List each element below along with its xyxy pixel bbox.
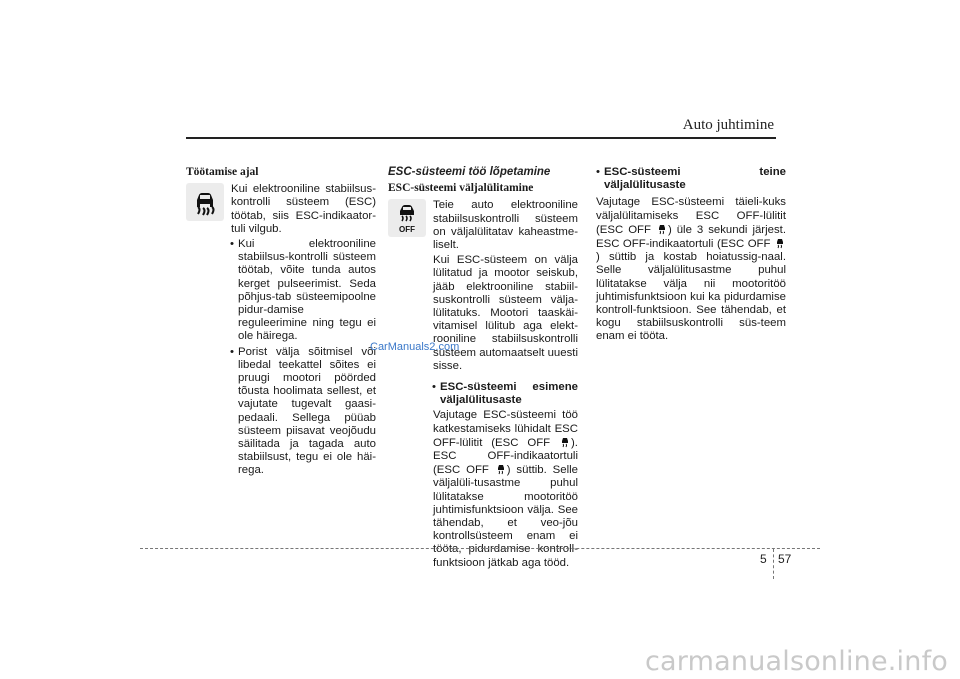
esc-off-icon [388, 199, 426, 237]
bullet-mud-driving: • Porist välja sõitmisel või libedal teekattel sõites ei pruugi mootori pöörded tõusta hoolimata sellest, et vajutate tugevalt gaasi-pedaali. Sellega püüab süsteem piisavat veojõudu säilitada ja tagada auto stabiilsust, tegu ei ole häi-rega. [186, 346, 376, 478]
section-title-esc-off: ESC-süsteemi töö lõpetamine [388, 166, 551, 178]
esc-off-inline-icon [657, 223, 667, 235]
second-stage-heading: ESC-süsteemi teine väljalülitusaste [604, 166, 786, 192]
bullet-first-stage [388, 381, 578, 407]
esc-off-inline-icon [775, 237, 785, 249]
first-stage-text-3: ) süttib. Selle väljalüli-tusastme puhul lülitatakse mootoritöö juhtimisfunktsioon välja. See tähendab, et veo-jõu kontrollsüsteem enam ei tööta, pidurdamise kontroll-funktsioon jätkab aga tööd. [433, 464, 579, 569]
second-stage-text [596, 196, 786, 343]
chapter-title: Auto juhtimine [682, 117, 774, 133]
first-stage-heading: ESC-süsteemi esimene väljalülitusaste [440, 381, 578, 407]
bullet-pulsation: • Kui elektrooniline stabiilsus-kontrolli süsteem töötab, võite tunda autos kerget pulseerimist. Seda põhjus-tab süsteemipoolne pidur-damise reguleerimine ning tegu ei ole häirega. [186, 238, 376, 344]
subheading-esc-disable: ESC-süsteemi väljalülitamine [388, 182, 534, 195]
page-number: 57 [778, 552, 792, 566]
footer-rule [140, 548, 820, 549]
esc-indicator-text: Kui elektrooniline stabiilsus-kontrolli süsteem (ESC) töötab, siis ESC-indikaator-tuli vilgub. [231, 183, 376, 235]
heading-during-operation: Töötamise ajal [186, 166, 259, 178]
esc-off-intro: Teie auto elektrooniline stabiilsuskontrolli süsteem on väljalülitatav kaheastme-liselt. [433, 199, 578, 252]
esc-off-icon-label: OFF [399, 225, 415, 235]
esc-skid-car-icon [186, 183, 224, 221]
chapter-number: 5 [760, 552, 767, 566]
watermark-link[interactable]: CarManuals2.com [370, 341, 460, 353]
esc-off-para: Kui ESC-süsteem on välja lülitatud ja mootor seiskub, jääb elektrooniline stabiil-suskontrolli süsteem välja-lülitatuks. Mootori taaskäi-vitamisel lülitub aga elekt-rooniline stabiilsuskontrolli süsteem automaatselt uuesti sisse. [433, 254, 578, 372]
first-stage-text-1: Vajutage ESC-süsteemi töö katkestamiseks lühidalt ESC OFF-lülitit (ESC OFF [433, 409, 578, 449]
esc-off-inline-icon [496, 463, 506, 475]
esc-indicator-row [186, 183, 376, 236]
second-stage-text-1: Vajutage ESC-süsteemi täieli-kuks väljalülitamiseks ESC OFF-lülitit (ESC OFF [596, 196, 786, 236]
column-3 [596, 166, 786, 344]
column-2 [388, 166, 578, 570]
first-stage-text-2: ). ESC OFF-indikaatortuli (ESC OFF [433, 436, 578, 477]
column-1 [186, 166, 376, 478]
page-number-separator [773, 549, 774, 579]
footer-site-watermark[interactable]: carmanualsonline.info [645, 646, 948, 677]
header-rule [186, 137, 776, 139]
bullet-second-stage [596, 166, 786, 192]
second-stage-text-3: ) süttib ja kostab hoiatussig-naal. Selle väljalülitusastme puhul lülitatakse välja nii mootoritöö juhtimisfunktsioon kui ka pidurdamise kontroll-funktsioon. See tähendab, et kogu stabiilsuskontrolli süs-teem enam ei tööta. [596, 251, 786, 343]
second-stage-text-2: ) üle 3 sekundi järjest. ESC OFF-indikaatortuli (ESC OFF [596, 223, 786, 251]
esc-off-inline-icon [560, 436, 570, 448]
first-stage-text [388, 409, 578, 569]
esc-off-row [388, 199, 578, 252]
